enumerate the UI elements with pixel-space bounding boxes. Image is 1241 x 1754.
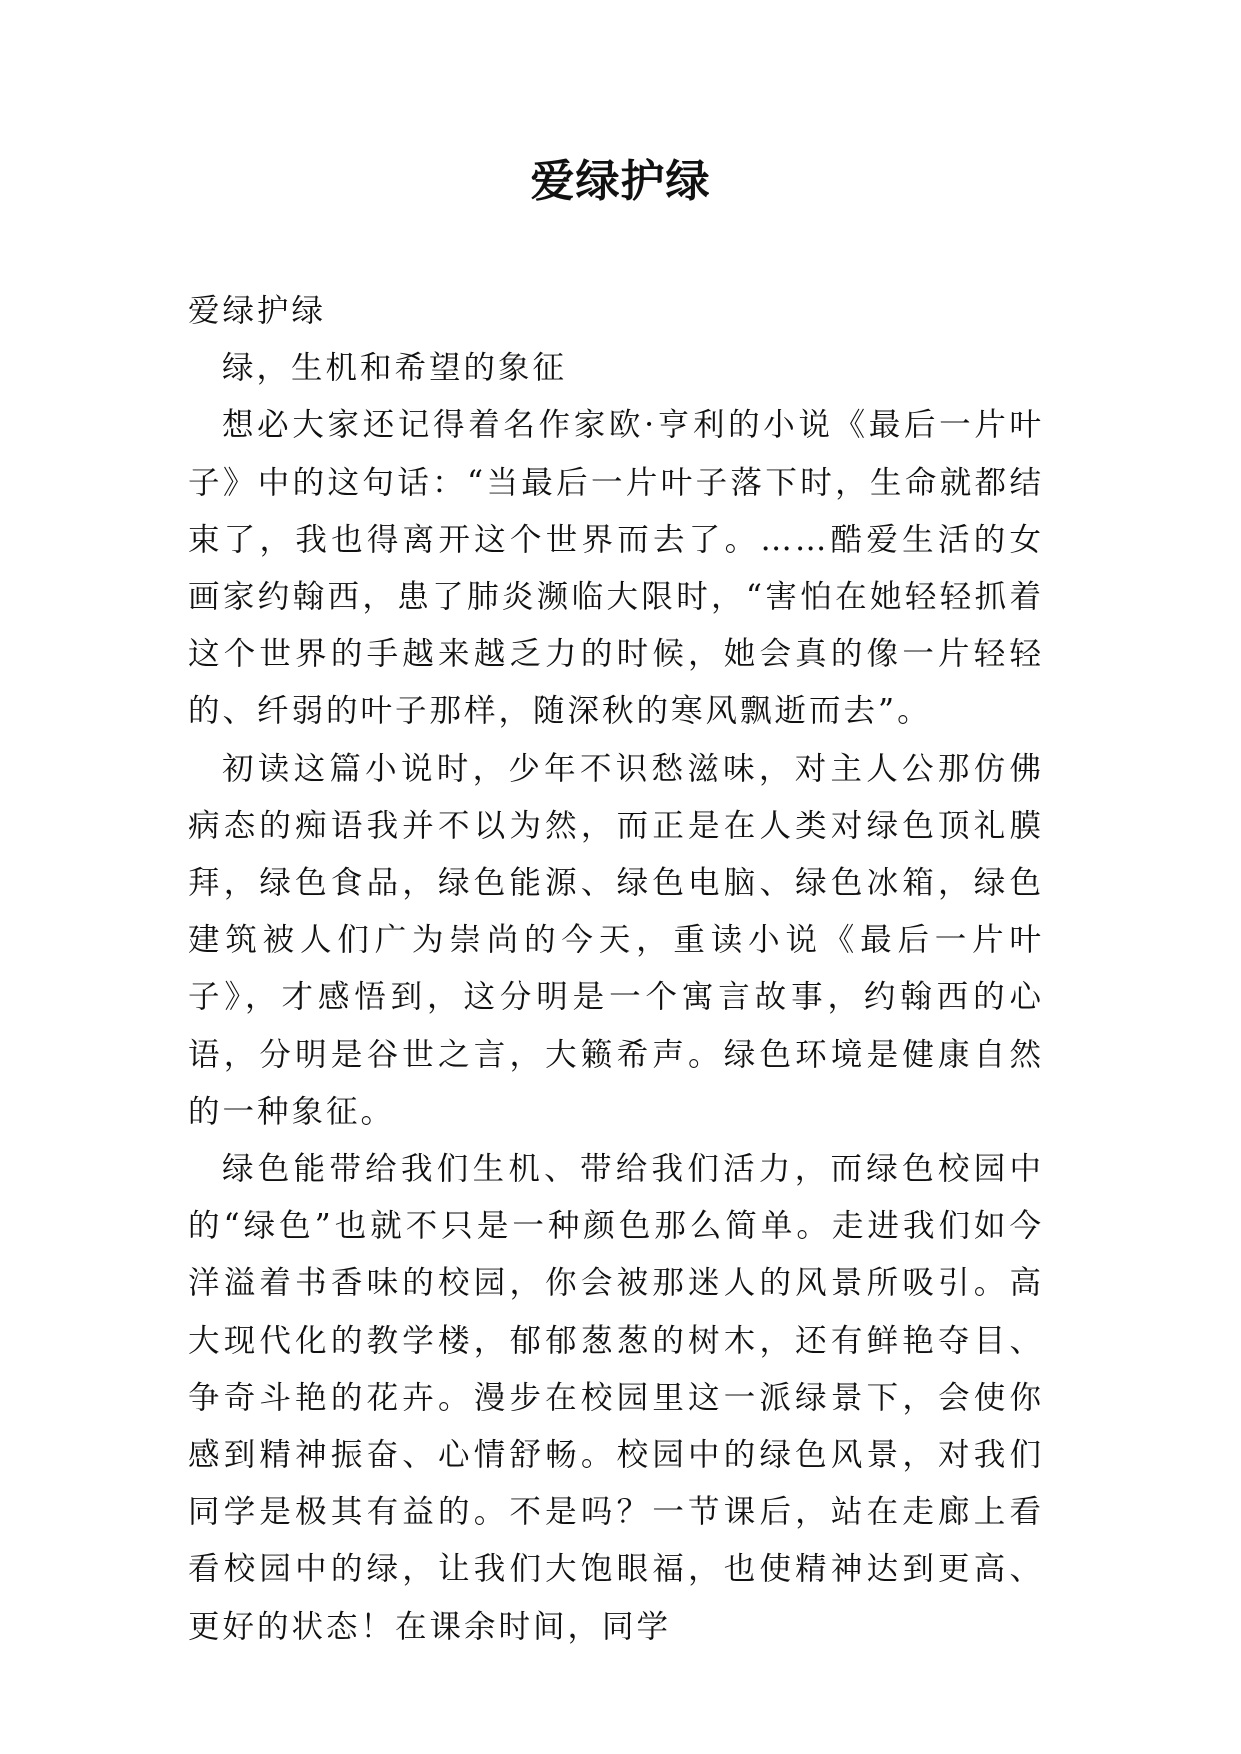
document-title: 爱绿护绿 xyxy=(530,156,711,207)
paragraph-3: 初读这篇小说时，少年不识愁滋味，对主人公那仿佛病态的痴语我并不以为然，而正是在人类对绿色顶礼膜拜，绿色食品，绿色能源、绿色电脑、绿色冰箱，绿色建筑被人们广为崇尚的今天，重读小说《最后一片叶子》，才感悟到，这分明是一个寓言故事，约翰西的心语，分明是谷世之言，大籁希声。绿色环境是健康自然的一种象征。 xyxy=(188,750,1044,1130)
body-heading: 爱绿护绿 xyxy=(188,293,327,329)
document-body xyxy=(188,283,1044,1656)
paragraph-2: 想必大家还记得着名作家欧·亨利的小说《最后一片叶子》中的这句话：“当最后一片叶子落下时，生命就都结束了，我也得离开这个世界而去了。……酷爱生活的女画家约翰西，患了肺炎濒临大限时，“害怕在她轻轻抓着这个世界的手越来越乏力的时候，她会真的像一片轻轻的、纤弱的叶子那样，随深秋的寒风飘逝而去”。 xyxy=(188,407,1044,730)
paragraph-4: 绿色能带给我们生机、带给我们活力，而绿色校园中的“绿色”也就不只是一种颜色那么简单。走进我们如今洋溢着书香味的校园，你会被那迷人的风景所吸引。高大现代化的教学楼，郁郁葱葱的树木，还有鲜艳夺目、争奇斗艳的花卉。漫步在校园里这一派绿景下，会使你感到精神振奋、心情舒畅。校园中的绿色风景，对我们同学是极其有益的。不是吗？一节课后，站在走廊上看看校园中的绿，让我们大饱眼福，也使精神达到更高、更好的状态！在课余时间，同学 xyxy=(188,1151,1044,1645)
paragraph-1: 绿，生机和希望的象征 xyxy=(222,350,568,387)
